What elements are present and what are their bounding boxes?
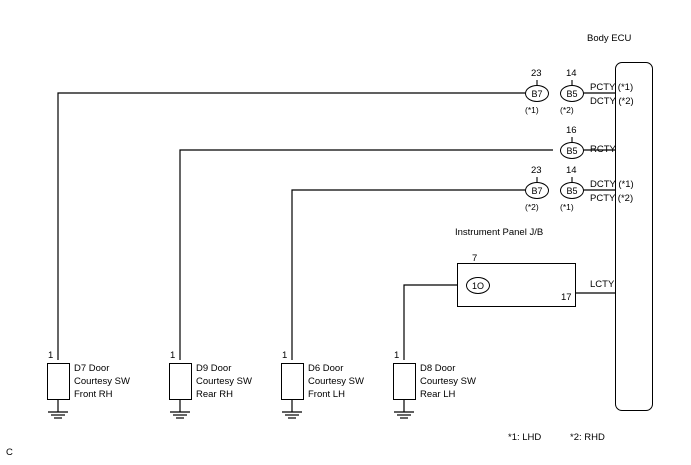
switch-label-d6-line2: Courtesy SW	[308, 376, 364, 387]
pin-number-7: 7	[472, 253, 478, 264]
switch-box-d7	[47, 363, 70, 400]
connector-sub-label-lower-right: (*1)	[560, 202, 574, 212]
pin-number-23-top: 23	[531, 68, 542, 79]
connector-sub-label-lower-left: (*2)	[525, 202, 539, 212]
connector-oval-b7-lower: B7	[525, 182, 549, 199]
body-ecu-title: Body ECU	[587, 33, 632, 44]
body-ecu-box	[615, 62, 653, 411]
switch-box-d6	[281, 363, 304, 400]
pin-number-17: 17	[561, 292, 572, 303]
switch-pin-d9: 1	[170, 350, 176, 361]
switch-label-d7-line2: Courtesy SW	[74, 376, 130, 387]
footnote-lhd: *1: LHD	[508, 432, 542, 443]
connector-oval-b5-lower: B5	[560, 182, 584, 199]
figure-code: C	[6, 447, 13, 458]
switch-pin-d6: 1	[282, 350, 288, 361]
connector-sub-label-top-left: (*1)	[525, 105, 539, 115]
pin-number-16: 16	[566, 125, 577, 136]
switch-pin-d7: 1	[48, 350, 54, 361]
terminal-label-dcty-2: DCTY (*2)	[590, 96, 634, 107]
switch-label-d6-line1: D6 Door	[308, 363, 344, 374]
switch-label-d8-line1: D8 Door	[420, 363, 456, 374]
connector-oval-b7-top: B7	[525, 85, 549, 102]
terminal-label-pcty-1: PCTY (*1)	[590, 82, 634, 93]
switch-label-d9-line3: Rear RH	[196, 389, 233, 400]
switch-label-d9-line2: Courtesy SW	[196, 376, 252, 387]
connector-oval-b5-mid: B5	[560, 142, 584, 159]
switch-label-d8-line3: Rear LH	[420, 389, 456, 400]
connector-sub-label-top-right: (*2)	[560, 105, 574, 115]
pin-number-23-lower: 23	[531, 165, 542, 176]
switch-box-d8	[393, 363, 416, 400]
switch-label-d7-line1: D7 Door	[74, 363, 110, 374]
connector-oval-b5-top: B5	[560, 85, 584, 102]
switch-label-d6-line3: Front LH	[308, 389, 345, 400]
pin-number-14-lower: 14	[566, 165, 577, 176]
footnote-rhd: *2: RHD	[570, 432, 605, 443]
terminal-label-pcty-2: PCTY (*2)	[590, 193, 634, 204]
connector-oval-1o: 1O	[466, 277, 490, 294]
terminal-label-dcty-1: DCTY (*1)	[590, 179, 634, 190]
pin-number-14-top: 14	[566, 68, 577, 79]
switch-label-d7-line3: Front RH	[74, 389, 113, 400]
instrument-panel-jb-title: Instrument Panel J/B	[455, 227, 544, 238]
terminal-label-rcty: RCTY	[590, 144, 616, 155]
switch-label-d9-line1: D9 Door	[196, 363, 232, 374]
terminal-label-lcty: LCTY	[590, 279, 615, 290]
switch-label-d8-line2: Courtesy SW	[420, 376, 476, 387]
switch-pin-d8: 1	[394, 350, 400, 361]
switch-box-d9	[169, 363, 192, 400]
